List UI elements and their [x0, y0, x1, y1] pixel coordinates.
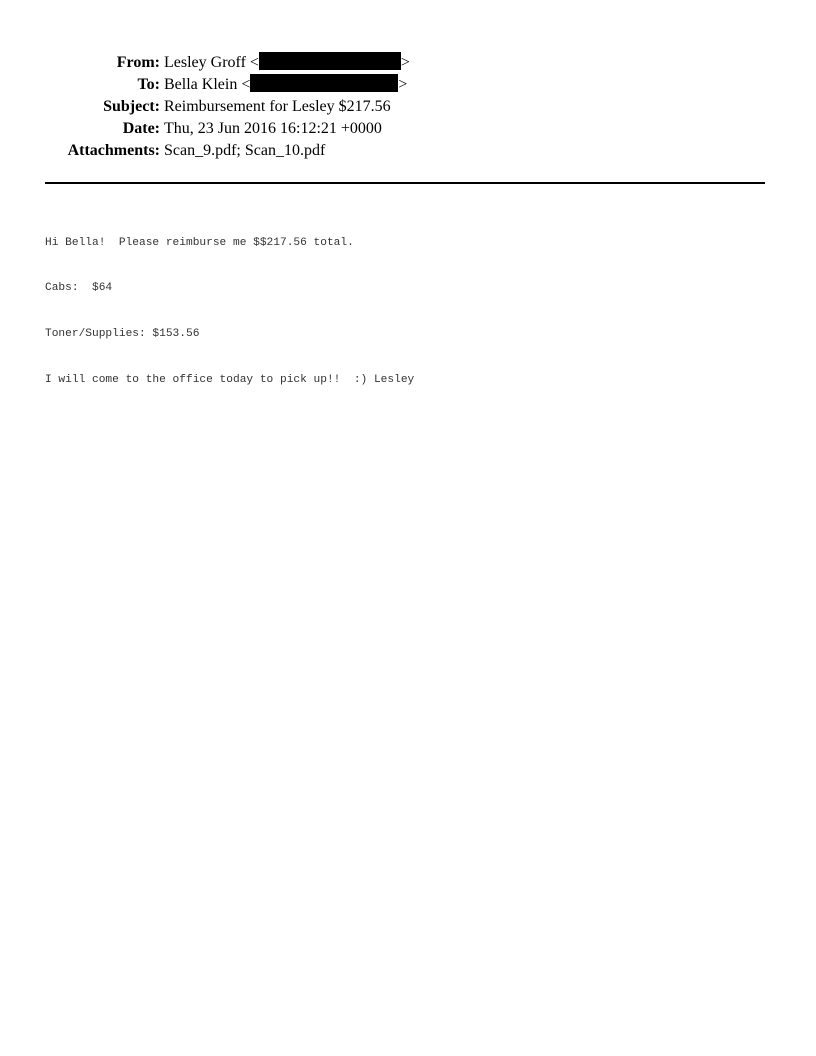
to-close-bracket: > — [398, 76, 408, 93]
body-line: Hi Bella! Please reimburse me $$217.56 total. — [45, 236, 354, 249]
date-label: Date: — [122, 120, 160, 137]
from-name: Lesley Groff < — [164, 54, 259, 71]
redacted-email-from — [259, 52, 401, 70]
redacted-email-to — [250, 74, 398, 92]
email-header — [0, 52, 816, 162]
from-close-bracket: > — [400, 54, 410, 71]
from-value — [164, 52, 410, 74]
attachments-value: Scan_9.pdf; Scan_10.pdf — [164, 142, 326, 159]
from-label: From: — [116, 54, 160, 71]
date-row — [0, 118, 816, 140]
to-row — [0, 74, 816, 96]
subject-label: Subject: — [103, 98, 160, 115]
from-row — [0, 52, 816, 74]
email-body — [45, 205, 414, 404]
to-value — [164, 74, 407, 96]
to-name: Bella Klein < — [164, 76, 251, 93]
to-label: To: — [137, 76, 160, 93]
attachments-row — [0, 140, 816, 162]
subject-row — [0, 96, 816, 118]
body-line: Toner/Supplies: $153.56 — [45, 328, 200, 341]
body-line: Cabs: $64 — [45, 282, 113, 295]
header-divider — [45, 182, 765, 184]
body-line: I will come to the office today to pick up!! :) Lesley — [45, 374, 415, 387]
attachments-label: Attachments: — [67, 142, 160, 159]
date-value: Thu, 23 Jun 2016 16:12:21 +0000 — [164, 120, 382, 137]
subject-value: Reimbursement for Lesley $217.56 — [164, 98, 391, 115]
